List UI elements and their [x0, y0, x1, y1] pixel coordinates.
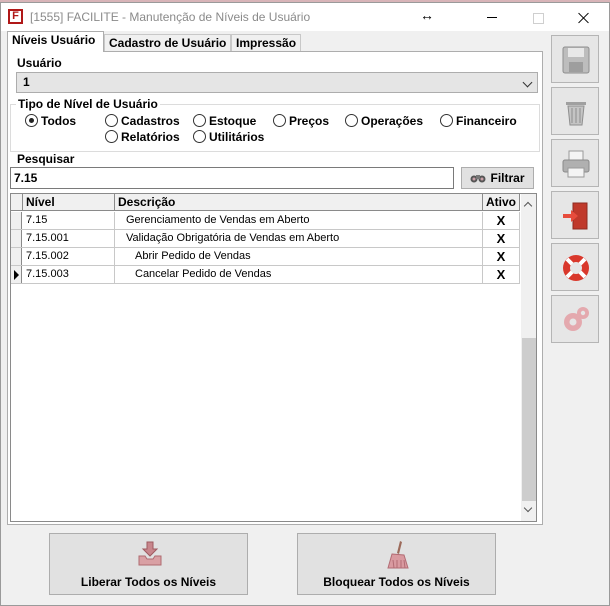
- block-all-levels-button[interactable]: [297, 533, 496, 595]
- radio-label: Operações: [361, 114, 424, 128]
- save-icon: [560, 44, 592, 76]
- cell-descricao: Cancelar Pedido de Vendas: [115, 266, 483, 283]
- delete-button[interactable]: [551, 87, 599, 135]
- radio-icon: [193, 130, 206, 143]
- download-tray-icon: [136, 540, 164, 571]
- radio-icon: [440, 114, 453, 127]
- cell-nivel: 7.15.001: [23, 230, 115, 247]
- minimize-button[interactable]: [469, 5, 515, 31]
- radio-label: Todos: [41, 114, 77, 128]
- usuario-value: 1: [23, 75, 30, 89]
- maximize-button: [515, 5, 561, 31]
- print-button[interactable]: [551, 139, 599, 187]
- grid-header: [11, 194, 520, 211]
- close-button[interactable]: [561, 5, 607, 31]
- main-window: [0, 2, 610, 606]
- table-row[interactable]: [11, 266, 520, 284]
- radio-label: Preços: [289, 114, 330, 128]
- column-header-ativo[interactable]: Ativo: [483, 194, 520, 211]
- tipo-nivel-label: Tipo de Nível de Usuário: [18, 97, 158, 111]
- usuario-label: Usuário: [17, 56, 62, 70]
- column-header-nivel[interactable]: Nível: [23, 194, 115, 211]
- release-all-levels-label: Liberar Todos os Níveis: [80, 575, 217, 589]
- radio-icon: [193, 114, 206, 127]
- row-indicator: [11, 212, 22, 229]
- cell-descricao: Abrir Pedido de Vendas: [115, 248, 483, 265]
- radio-selected-icon: [25, 114, 38, 127]
- cell-nivel: 7.15: [23, 212, 115, 229]
- title-bar: [1, 3, 609, 31]
- radio-icon: [105, 114, 118, 127]
- table-row[interactable]: [11, 212, 520, 230]
- usuario-select[interactable]: [16, 72, 538, 93]
- scroll-up-icon[interactable]: [524, 202, 532, 210]
- tab-cadastro-usuario[interactable]: Cadastro de Usuário: [104, 34, 231, 52]
- radio-financeiro[interactable]: [440, 114, 517, 128]
- radio-relatorios[interactable]: [105, 130, 180, 144]
- radio-label: Estoque: [209, 114, 257, 128]
- filter-button-label: Filtrar: [490, 171, 525, 185]
- tipo-nivel-group: [10, 97, 540, 152]
- radio-estoque[interactable]: [193, 114, 256, 128]
- cell-descricao: Validação Obrigatória de Vendas em Aberto: [115, 230, 483, 247]
- radio-label: Financeiro: [456, 114, 517, 128]
- chevron-down-icon: [523, 78, 533, 88]
- table-row[interactable]: [11, 248, 520, 266]
- app-logo-icon: F: [8, 9, 23, 24]
- cell-ativo[interactable]: X: [483, 212, 520, 229]
- tab-impressao[interactable]: Impressão: [231, 34, 301, 52]
- column-header-descricao[interactable]: Descrição: [115, 194, 483, 211]
- radio-operacoes[interactable]: [345, 114, 423, 128]
- radio-icon: [273, 114, 286, 127]
- trash-icon: [560, 96, 592, 128]
- resize-cursor-icon: ↔: [420, 7, 434, 23]
- exit-button[interactable]: [551, 191, 599, 239]
- scroll-thumb[interactable]: [522, 338, 536, 501]
- grid-vertical-scrollbar[interactable]: [521, 194, 537, 521]
- header-indicator: [11, 194, 23, 211]
- settings-button[interactable]: [551, 295, 599, 343]
- print-icon: [560, 148, 592, 180]
- window-title: [1555] FACILITE - Manutenção de Níveis de Usuário: [30, 10, 311, 24]
- cell-ativo[interactable]: X: [483, 230, 520, 247]
- radio-icon: [345, 114, 358, 127]
- row-indicator: [11, 230, 22, 247]
- release-all-levels-button[interactable]: [49, 533, 248, 595]
- current-row-indicator-icon: [11, 266, 22, 283]
- levels-grid: [10, 193, 537, 522]
- block-all-levels-label: Bloquear Todos os Níveis: [323, 575, 470, 589]
- radio-label: Cadastros: [121, 114, 180, 128]
- binoculars-icon: [470, 170, 486, 190]
- row-indicator: [11, 248, 22, 265]
- cell-descricao: Gerenciamento de Vendas em Aberto: [115, 212, 483, 229]
- table-row[interactable]: [11, 230, 520, 248]
- cell-nivel: 7.15.002: [23, 248, 115, 265]
- save-button[interactable]: [551, 35, 599, 83]
- radio-label: Utilitários: [209, 130, 265, 144]
- radio-utilitarios[interactable]: [193, 130, 264, 144]
- broom-icon: [384, 540, 412, 573]
- cell-ativo[interactable]: X: [483, 248, 520, 265]
- radio-cadastros[interactable]: [105, 114, 180, 128]
- help-button[interactable]: [551, 243, 599, 291]
- radio-todos[interactable]: [25, 114, 76, 128]
- radio-icon: [105, 130, 118, 143]
- cell-nivel: 7.15.003: [23, 266, 115, 283]
- exit-icon: [560, 200, 592, 232]
- filter-button[interactable]: [461, 167, 534, 189]
- tab-niveis-usuario[interactable]: Níveis Usuário: [7, 31, 104, 52]
- settings-icon: [560, 304, 592, 336]
- search-input[interactable]: 7.15: [10, 167, 454, 189]
- pesquisar-label: Pesquisar: [17, 152, 75, 166]
- tab-panel: [7, 51, 543, 525]
- scroll-down-icon[interactable]: [524, 504, 532, 512]
- cell-ativo[interactable]: X: [483, 266, 520, 283]
- help-lifebuoy-icon: [560, 252, 592, 284]
- radio-label: Relatórios: [121, 130, 180, 144]
- radio-precos[interactable]: [273, 114, 329, 128]
